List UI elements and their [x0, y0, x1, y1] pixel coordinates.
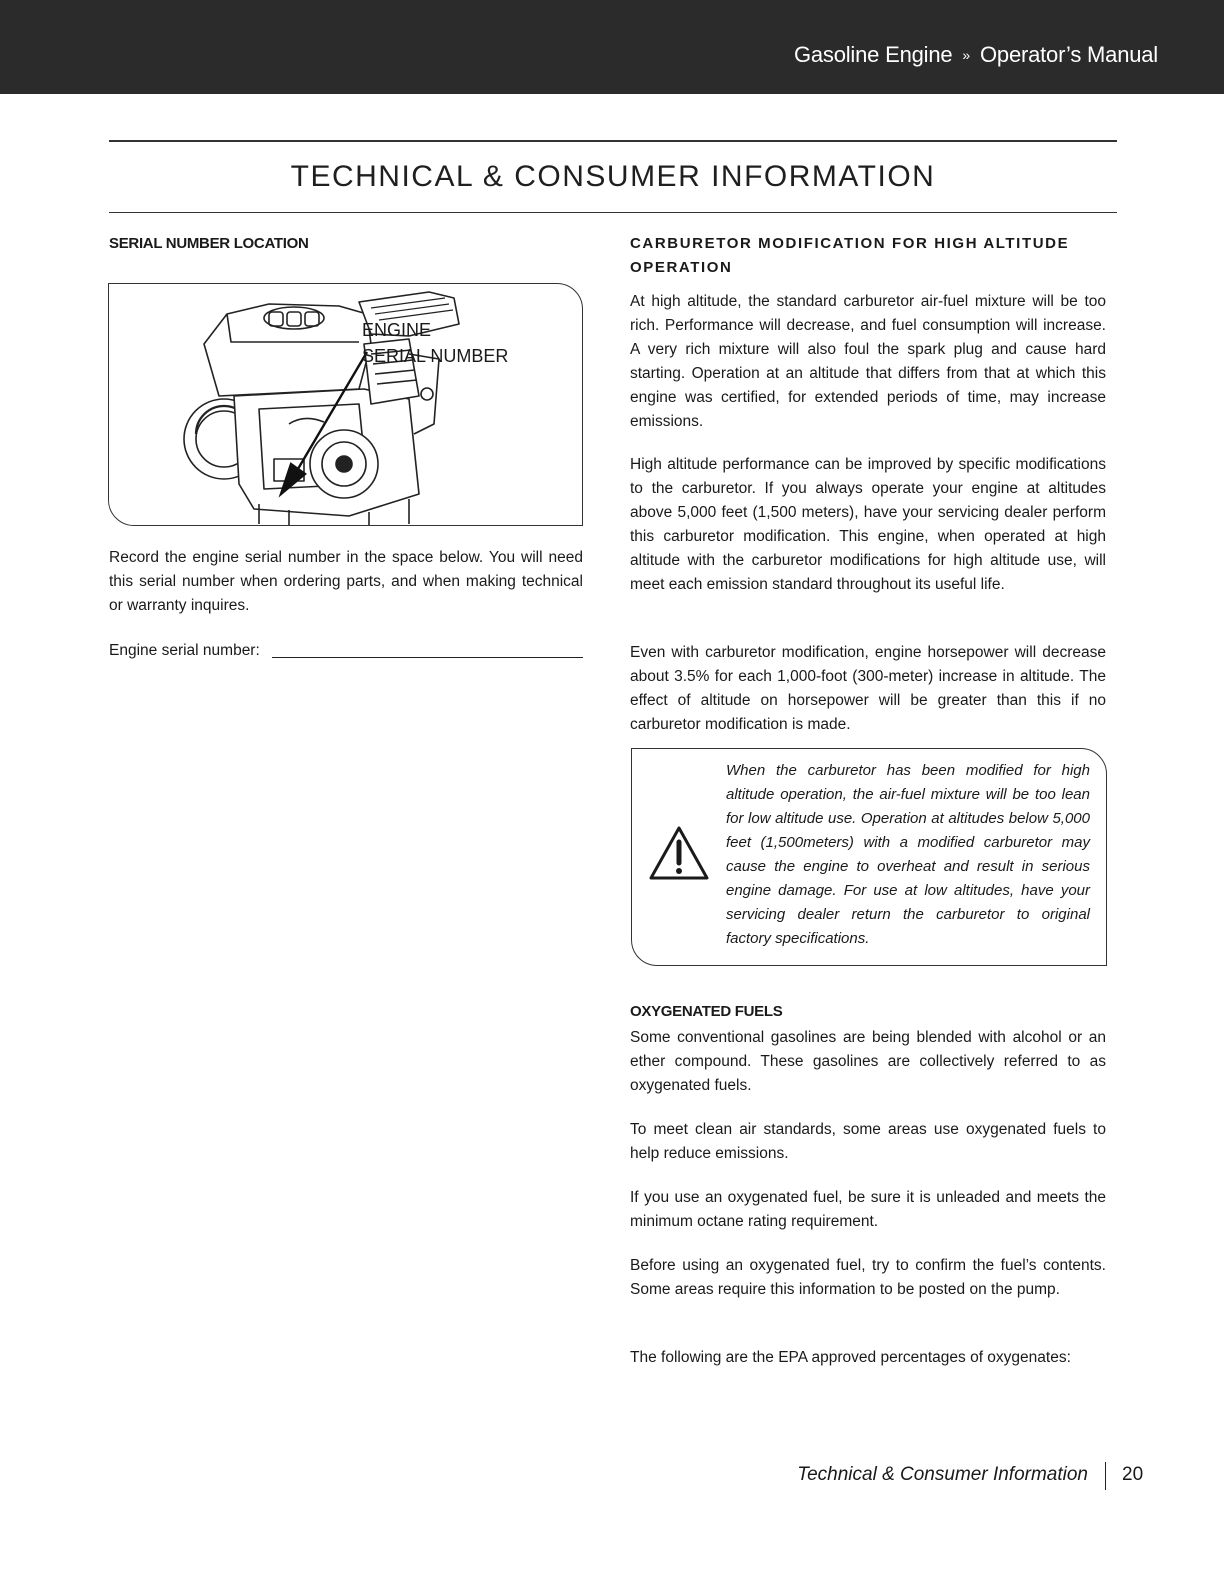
warning-text: When the carburetor has been modified for high altitude operation, the air-fuel mixture will be too lean for low altitude use. Operation at altitudes below 5,000 feet (1,500meters) with a modified carburetor may cause the engine to overheat and result in serious engine damage. For use at low altitudes, have your servicing dealer return the carburetor to original factory specifications.	[726, 762, 1090, 947]
page-number: 20	[1122, 1464, 1144, 1485]
serial-record-paragraph: Record the engine serial number in the space below. You will need this serial number when ordering parts, and when making technical or warranty inquires.	[109, 549, 583, 614]
serial-number-field	[109, 639, 583, 663]
footer-section-name: Technical & Consumer Information	[797, 1464, 1088, 1485]
oxygenated-fuels-heading: OXYGENATED FUELS	[630, 1003, 783, 1020]
figure-label-serial-number: SERIAL NUMBER	[362, 346, 509, 366]
title-top-rule	[109, 140, 1117, 142]
carburetor-heading: CARBURETOR MODIFICATION FOR HIGH ALTITUDE OPERATION	[630, 235, 1070, 276]
warning-triangle-icon	[648, 825, 710, 881]
oxygenated-paragraph-3: If you use an oxygenated fuel, be sure it is unleaded and meets the minimum octane rating requirement.	[630, 1189, 1106, 1230]
breadcrumb-separator: »	[962, 47, 970, 63]
header-title	[794, 42, 1158, 68]
carburetor-paragraph-1: At high altitude, the standard carburetor air-fuel mixture will be too rich. Performance will decrease, and fuel consumption will increase. A very rich mixture will also foul the spark plug and cause hard starting. Operation at an altitude that differs from that at which this engine was certified, for extended periods of time, may increase emissions.	[630, 293, 1106, 430]
serial-number-label: Engine serial number:	[109, 642, 260, 659]
warning-callout	[631, 748, 1107, 966]
serial-location-heading: SERIAL NUMBER LOCATION	[109, 235, 309, 252]
header-product: Gasoline Engine	[793, 42, 953, 67]
carburetor-paragraph-3: Even with carburetor modification, engine horsepower will decrease about 3.5% for each 1,000-foot (300-meter) increase in altitude. The effect of altitude on horsepower will be greater than this if no carburetor modification is made.	[630, 644, 1106, 733]
serial-number-blank-line	[272, 657, 583, 658]
oxygenated-paragraph-5: The following are the EPA approved percentages of oxygenates:	[630, 1349, 1071, 1366]
header-bar	[0, 0, 1224, 94]
oxygenated-paragraph-1: Some conventional gasolines are being blended with alcohol or an ether compound. These gasolines are collectively referred to as oxygenated fuels.	[630, 1029, 1106, 1094]
header-manual: Operator’s Manual	[980, 42, 1158, 67]
oxygenated-paragraph-4: Before using an oxygenated fuel, try to confirm the fuel’s contents. Some areas require this information to be posted on the pump.	[630, 1257, 1106, 1298]
engine-illustration	[109, 284, 583, 526]
carburetor-paragraph-2: High altitude performance can be improved by specific modifications to the carburetor. If you always operate your engine at altitudes above 5,000 feet (1,500 meters), have your servicing dealer perform this carburetor modification. This engine, when operated at high altitude with the carburetor modifications for high altitude use, will meet each emission standard throughout its useful life.	[630, 456, 1106, 593]
page-title: TECHNICAL & CONSUMER INFORMATION	[290, 160, 936, 193]
figure-label-engine: ENGINE	[362, 320, 432, 340]
engine-figure	[108, 283, 583, 526]
footer-divider	[1105, 1462, 1106, 1490]
title-bottom-rule	[109, 212, 1117, 213]
oxygenated-paragraph-2: To meet clean air standards, some areas use oxygenated fuels to help reduce emissions.	[630, 1121, 1106, 1162]
